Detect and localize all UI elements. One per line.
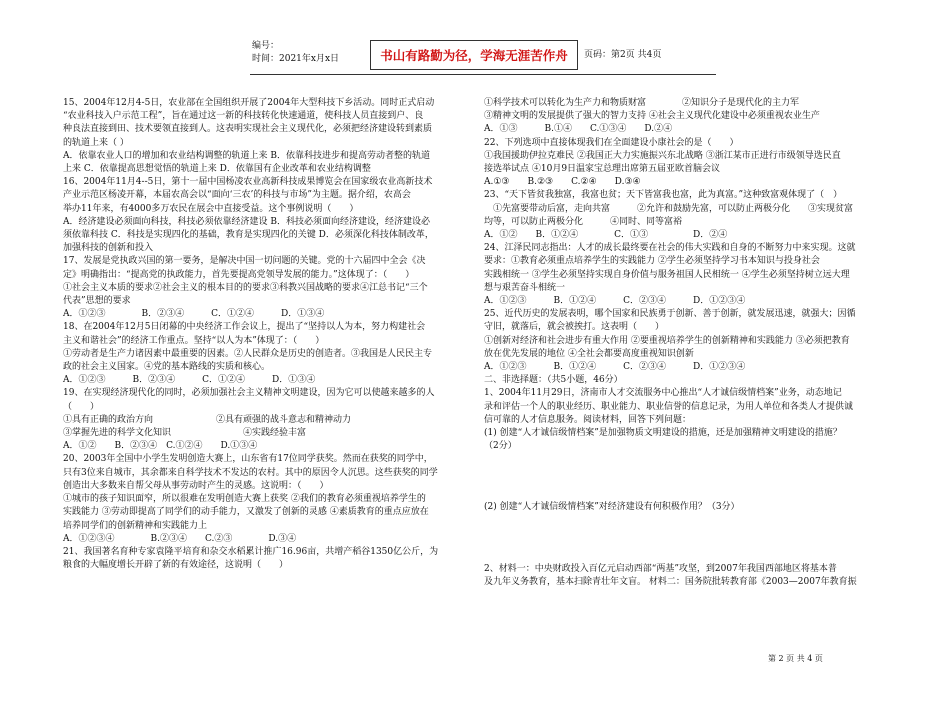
text-line: 25、近代历史的发展表明，哪个国家和民族勇于创新、善于创新，就发展迅速，就强大；因循 xyxy=(484,309,856,320)
text-line: 19、在实现经济现代化的同时，必须加强社会主义精神文明建设，因为它可以使越来越多的人 xyxy=(63,388,435,399)
text-line: 实践能力 ③劳动即提高了同学们的动手能力，又激发了创新的灵感 ④素质教育的重点应放在 xyxy=(63,507,429,518)
text-line: 24、江泽民同志指出：人才的成长最终要在社会的伟大实践和自身的不断努力中来实现。这就 xyxy=(484,243,856,254)
text-line: 及九年义务教育，基本扫除青壮年文盲。 材料二：国务院批转教育部《2003—2007年教育振 xyxy=(484,576,857,587)
text-line: 21、我国著名育种专家袁隆平培育和杂交水稻累计推广16.96亩，共增产稻谷1350亿公斤，为 xyxy=(63,546,439,557)
text-line: （2分） xyxy=(484,441,517,452)
text-line: ③掌握先进的科学文化知识 ④实践经验丰富 xyxy=(63,428,307,439)
page-footer: 第 2 页 共 4 页 xyxy=(768,654,823,663)
text-line: 代表”思想的要求 xyxy=(63,296,131,307)
text-line: 23、“天下皆贫我独富，我富也贫；天下皆富我也富，此为真富。”这种致富观体现了（ ） xyxy=(484,190,843,201)
text-line: (1) 创建“人才诚信级情档案”是加强物质文明建设的措施，还是加强精神文明建设的措施？ xyxy=(484,428,842,439)
answer-space xyxy=(484,453,886,501)
text-line: A．经济建设必须面向科技，科技必须依靠经济建设 B．科技必须面向经济建设，经济建设必 xyxy=(63,216,430,227)
text-line: ①我国援助伊拉克难民 ②我国正大力实施振兴东北战略 ③浙江某市正进行市级领导选民直 xyxy=(484,150,841,161)
left-column xyxy=(63,97,465,572)
doc-id-label: 编号： xyxy=(252,41,280,51)
text-line: 主义和谐社会”的经济工作重点。坚持“以人为本”体现了：（ ） xyxy=(63,335,325,346)
text-line: A.①③ B.②③ C.②④ D.③④ xyxy=(484,177,641,188)
section-heading: 二、非选择题：（共5小题，46分） xyxy=(484,375,623,386)
text-line: A．①②③ B．②③④ C．①②④ D．①③④ xyxy=(63,375,316,386)
text-line: 只有3位来自城市，其余都来自科学技术不发达的农村。其中的原因令人沉思。这些获奖的同学 xyxy=(63,467,438,478)
answer-space xyxy=(484,515,886,563)
text-line: A．①② B．①②④ C．①③ D．②④ xyxy=(484,230,728,241)
text-line: 须依靠科技 C．科技是实现四化的基础，教育是实现四化的关键 D．必须深化科技体制改革， xyxy=(63,230,434,241)
text-line: 要求：①教育必须重点培养学生的实践能力 ②学生必须坚持学习书本知识与投身社会 xyxy=(484,256,820,267)
text-line: 1、2004年11月29日，济南市人才交流服务中心推出“人才诚信级情档案”业务，动态地记 xyxy=(484,388,842,399)
text-line: 创造出大多数来自帮父母从事劳动时产生的灵感。这说明：（ ） xyxy=(63,480,329,491)
text-line: 政的社会主义国家。④党的基本路线的实质和核心。 xyxy=(63,362,271,373)
text-line: 22、下列选项中直接体现我们在全面建设小康社会的是（ ） xyxy=(484,137,739,148)
text-line: 守旧，就落后，就会被挨打。这表明（ ） xyxy=(484,322,665,333)
header-page-label: 页码：第2页 共4页 xyxy=(584,50,662,60)
text-line: 想与艰苦奋斗相统一 xyxy=(484,282,566,293)
text-line: 种良法直接到田、技术要领直接到人。这表明实现社会主义现代化，必须把经济建设转到素质 xyxy=(63,124,433,135)
text-line: “农业科技入户示范工程”，旨在通过这一新的科技转化快速通道，使科技人员直接到户、良 xyxy=(63,111,424,122)
text-line: A．①②③ B．②③④ C．①②④ D．①③④ xyxy=(63,309,325,320)
text-line: 接选举试点 ④10月9日温家宝总理出席第五届亚欧首脑会议 xyxy=(484,164,721,175)
text-line: 均等，可以防止两极分化 ④同时、同等富裕 xyxy=(484,216,683,227)
text-line: ①具有正确的政治方向 ②具有顽强的战斗意志和精神动力 xyxy=(63,414,352,425)
header-motto: 书山有路勤为径，学海无涯苦作舟 xyxy=(370,40,578,70)
text-line: A．①②③ B．①②④ C．②③④ D．①②③④ xyxy=(484,296,746,307)
text-line: A．①②③④ B.②③④ C.②③ D.③④ xyxy=(63,533,297,544)
text-line: (2) 创建“人才诚信级情档案”对经济建设有何积极作用？（3分） xyxy=(484,502,740,513)
text-line: ①社会主义本质的要求②社会主义的根本目的的要求③科教兴国战略的要求④江总书记“三个 xyxy=(63,282,428,293)
text-line: 放在优先发展的地位 ④全社会都要高度重视知识创新 xyxy=(484,348,694,359)
text-line: A．①③ B.①④ C.①③④ D.②④ xyxy=(484,124,673,135)
text-line: A．依靠农业人口的增加和农业结构调整的轨道上来 B．依靠科技进步和提高劳动者整的轨道 xyxy=(63,150,430,161)
text-line: A．①② B．②③④ C.①②④ D.①③④ xyxy=(63,441,258,452)
doc-time-label: 时间：2021年x月x日 xyxy=(252,54,340,64)
header-rule xyxy=(250,74,716,75)
text-line: ①劳动者是生产力诸因素中最重要的因素。②人民群众是历史的创造者。③我国是人民民主专 xyxy=(63,348,433,359)
text-line: 15、2004年12月4-5日，农业部在全国组织开展了2004年大型科技下乡活动。同时正式启动 xyxy=(63,98,435,108)
text-line: A．①②③ B．①②④ C．②③④ D．①②③④ xyxy=(484,362,746,373)
right-column xyxy=(484,97,886,589)
text-line: ①城市的孩子知识面窄，所以很难在发明创造大赛上获奖 ②我们的教育必须重视培养学生的 xyxy=(63,494,426,505)
text-line: 举办11年来，有4000多万农民在展会中直接受益。这个事例说明（ ） xyxy=(63,203,359,214)
header-left xyxy=(252,40,368,66)
text-line: 产业示范区杨凌开幕，本届农高会以“面向‘三农’的科技与市场”为主题。据介绍，农高会 xyxy=(63,190,411,201)
text-line: 2、材料一：中央财政投入百亿元启动西部“两基”攻坚，到2007年我国西部地区将基本普 xyxy=(484,563,837,574)
text-line: 的轨道上来（ ） xyxy=(63,137,129,148)
text-line: 信可靠的人才信息服务。阅读材料，回答下列问题： xyxy=(484,414,692,425)
text-line: ①创新对经济和社会进步有重大作用 ②要重视培养学生的创新精神和实践能力 ③必须把教育 xyxy=(484,335,850,346)
text-line: 培养同学们的创新精神和实践能力上 xyxy=(63,520,208,531)
text-line: 实践相统一 ③学生必须坚持实现自身价值与服务祖国人民相统一 ④学生必须坚持树立远大理 xyxy=(484,269,850,280)
text-line: 20、2003年全国中小学生发明创造大赛上，山东省有17位同学获奖。然而在获奖的同学中， xyxy=(63,454,433,465)
text-line: ③精神文明的发展提供了强大的智力支持 ④社会主义现代化建设中必须重视农业生产 xyxy=(484,111,820,122)
text-line: 粮食的大幅度增长开辟了新的有效途径，这说明（ ） xyxy=(63,560,289,571)
text-line: 录和评估一个人的职业经历、职业能力、职业信誉的信息记录，为用人单位和各类人才提供诚 xyxy=(484,401,854,412)
text-line: ①先富要带动后富，走向共富 ②允许和鼓励先富，可以防止两极分化 ③实现贫富 xyxy=(484,203,854,214)
text-line: 定》明确指出：“提高党的执政能力，首先要提高党领导发展的能力。”这体现了：（ ） xyxy=(63,269,415,280)
text-line: 17、发展是党执政兴国的第一要务，是解决中国一切问题的关键。党的十六届四中全会《决 xyxy=(63,256,426,267)
text-line: 加强科技的创新和投入 xyxy=(63,243,154,254)
text-line: 18、在2004年12月5日闭幕的中央经济工作会议上，提出了“坚持以人为本，努力构建社会 xyxy=(63,322,426,333)
text-line: 16、2004年11月4--5日，第十一届中国杨凌农业高新科技成果博览会在国家级农业高新技术 xyxy=(63,177,433,188)
text-line: 上来 C．依靠提高思想觉悟的轨道上来 D．依靠国有企业改革和农业结构调整 xyxy=(63,164,371,175)
text-line: （ ） xyxy=(63,401,100,412)
text-line: ①科学技术可以转化为生产力和物质财富 ②知识分子是现代化的主力军 xyxy=(484,98,800,108)
